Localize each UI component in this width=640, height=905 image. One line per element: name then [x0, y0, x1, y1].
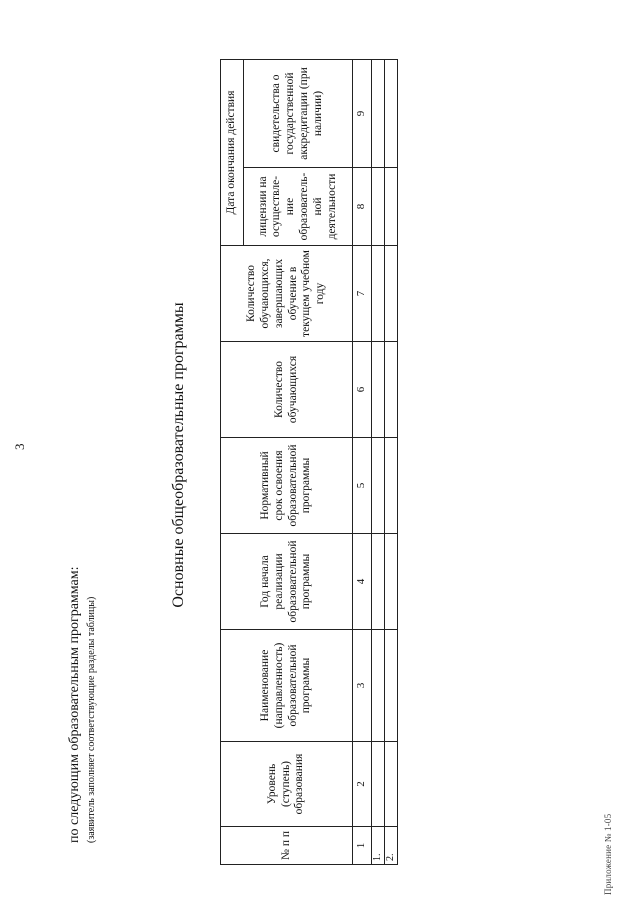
- empty-cell: [385, 742, 398, 827]
- row-number: 1.: [372, 827, 385, 865]
- empty-cell: [372, 630, 385, 742]
- empty-cell: [385, 60, 398, 168]
- empty-cell: [385, 630, 398, 742]
- column-number: 4: [353, 534, 372, 630]
- empty-cell: [372, 168, 385, 246]
- note-line: (заявитель заполняет соответствующие разделы таблицы): [86, 596, 97, 843]
- column-number: 6: [353, 342, 372, 438]
- header-students-count: Количество обучающихся: [221, 342, 353, 438]
- empty-cell: [385, 342, 398, 438]
- column-number: 8: [353, 168, 372, 246]
- empty-cell: [385, 246, 398, 342]
- header-normative-term: Нормативный срок освоения образовательной программы: [221, 438, 353, 534]
- row-number: 2.: [385, 827, 398, 865]
- column-number: 9: [353, 60, 372, 168]
- header-graduating-count: Количество обучающихся, завершающих обучение в текущем учебном году: [221, 246, 353, 342]
- footer-text: Приложение № 1-05: [603, 813, 613, 895]
- header-level: Уровень (ступень) образования: [221, 742, 353, 827]
- column-number: 7: [353, 246, 372, 342]
- table-row: [372, 60, 385, 865]
- empty-cell: [372, 438, 385, 534]
- empty-cell: [372, 742, 385, 827]
- table-title: Основные общеобразовательные программы: [170, 302, 187, 608]
- header-license: лицензии на осуществле-ние образователь-ной деятельности: [244, 168, 353, 246]
- empty-cell: [372, 342, 385, 438]
- column-number: 5: [353, 438, 372, 534]
- intro-line: по следующим образовательным программам:: [67, 566, 82, 843]
- column-number: 3: [353, 630, 372, 742]
- header-start-year: Год начала реализации образовательной программы: [221, 534, 353, 630]
- empty-cell: [385, 438, 398, 534]
- empty-cell: [372, 60, 385, 168]
- column-number: 1: [353, 827, 372, 865]
- page-number: 3: [12, 443, 27, 450]
- header-expiry-group: Дата окончания действия: [221, 60, 244, 246]
- header-no: № п п: [221, 827, 353, 865]
- programs-table: [220, 59, 398, 865]
- empty-cell: [372, 246, 385, 342]
- empty-cell: [372, 534, 385, 630]
- column-number-row: [353, 60, 372, 865]
- table-row: [385, 60, 398, 865]
- header-accreditation: свидетельства о государственной аккредитации (при наличии): [244, 60, 353, 168]
- header-program-name: Наименование (направленность) образовательной программы: [221, 630, 353, 742]
- empty-cell: [385, 534, 398, 630]
- empty-cell: [385, 168, 398, 246]
- column-number: 2: [353, 742, 372, 827]
